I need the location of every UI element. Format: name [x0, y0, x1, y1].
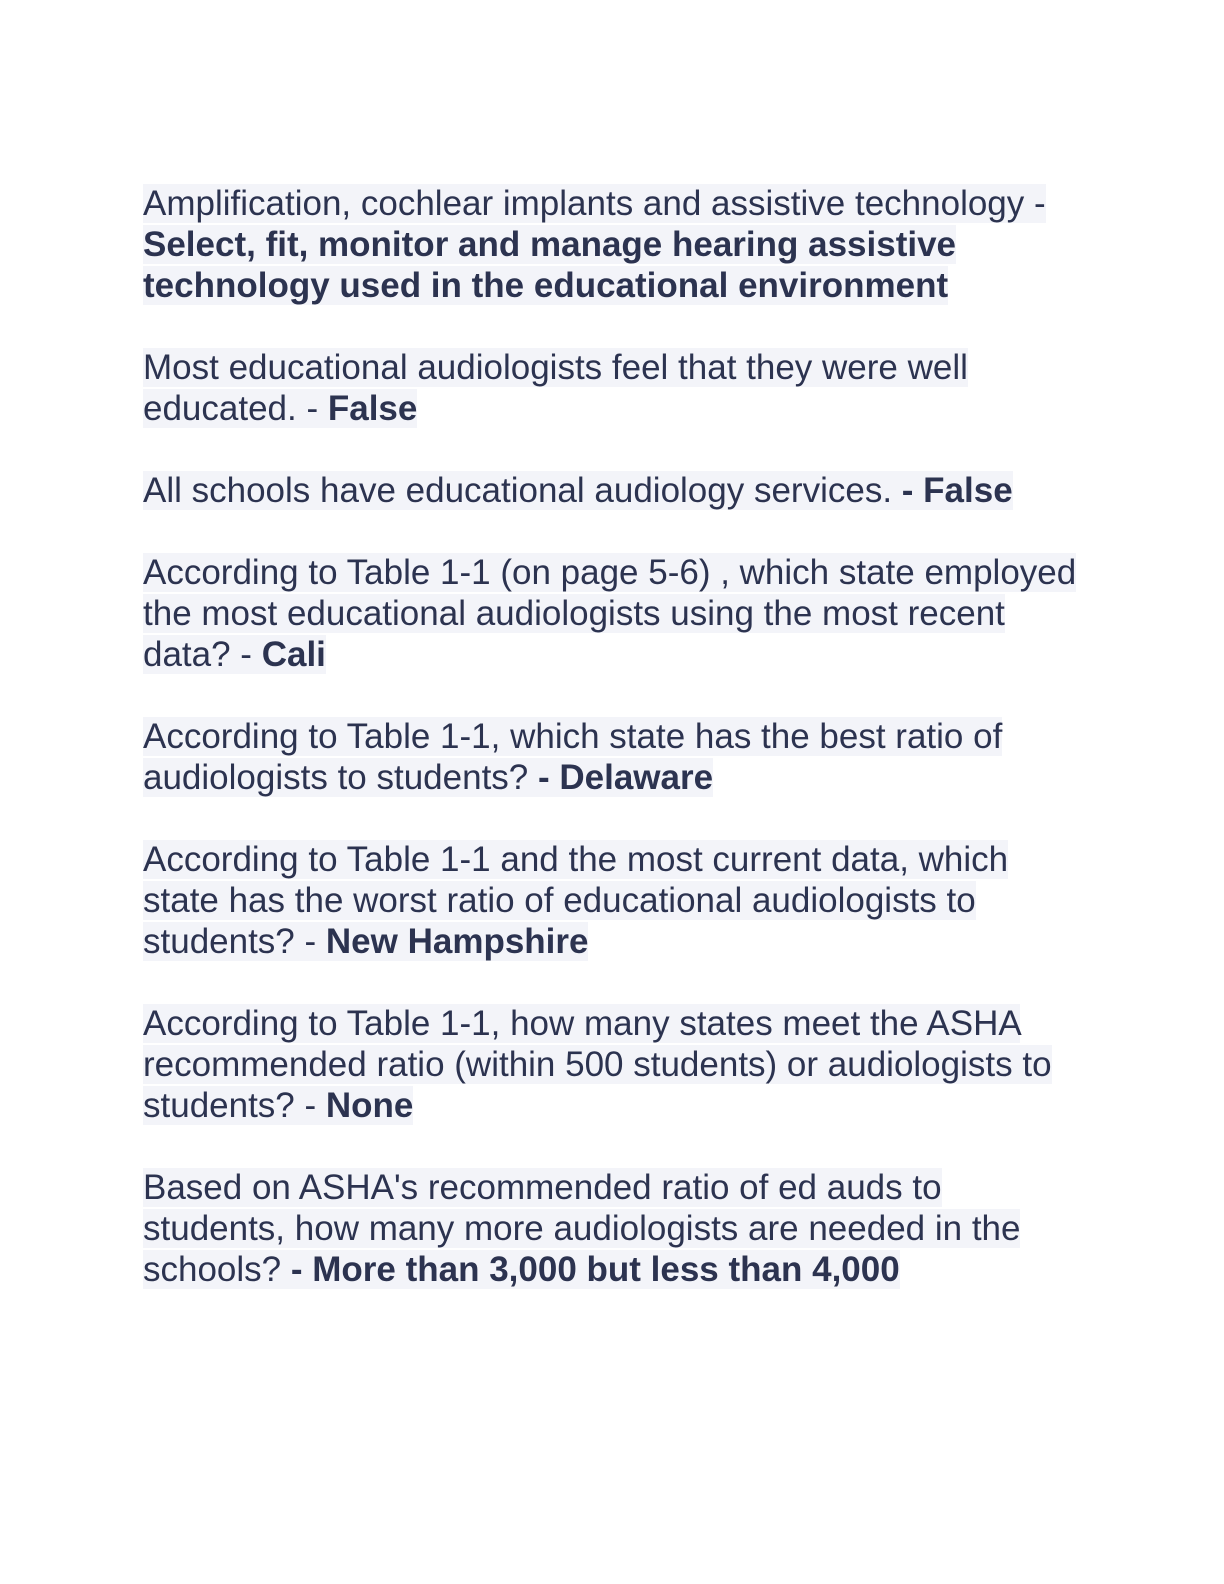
question-text: According to Table 1-1 and the most current data, which state has the worst ratio of educational audiologists to students? - [143, 840, 1009, 961]
answer-text: - More than 3,000 but less than 4,000 [290, 1250, 900, 1289]
answer-text: None [325, 1086, 414, 1125]
answer-text: New Hampshire [325, 922, 589, 961]
document-page [143, 183, 1083, 1331]
flashcard-7 [143, 1003, 1083, 1126]
question-text: Based on ASHA's recommended ratio of ed auds to students, how many more audiologists are needed in the schools? [143, 1168, 1021, 1289]
question-text: According to Table 1-1, how many states meet the ASHA recommended ratio (within 500 students) or audiologists to students? - [143, 1004, 1052, 1125]
flashcard-1 [143, 183, 1083, 306]
question-text: According to Table 1-1 (on page 5-6) , which state employed the most educational audiologists using the most recent data? - [143, 553, 1077, 674]
question-text: According to Table 1-1, which state has the best ratio of audiologists to students? [143, 717, 1003, 797]
answer-text: - Delaware [537, 758, 714, 797]
question-text: Amplification, cochlear implants and assistive technology - [143, 184, 1046, 223]
flashcard-5 [143, 716, 1083, 798]
flashcard-6 [143, 839, 1083, 962]
flashcard-2 [143, 347, 1083, 429]
question-text: All schools have educational audiology services. [143, 471, 902, 510]
answer-text: False [327, 389, 418, 428]
question-text: Most educational audiologists feel that they were well educated. - [143, 348, 968, 428]
flashcard-4 [143, 552, 1083, 675]
flashcard-8 [143, 1167, 1083, 1290]
answer-text: Cali [261, 635, 326, 674]
flashcard-3 [143, 470, 1083, 511]
answer-text: - False [901, 471, 1013, 510]
answer-text: Select, fit, monitor and manage hearing assistive technology used in the educational environment [143, 225, 957, 305]
